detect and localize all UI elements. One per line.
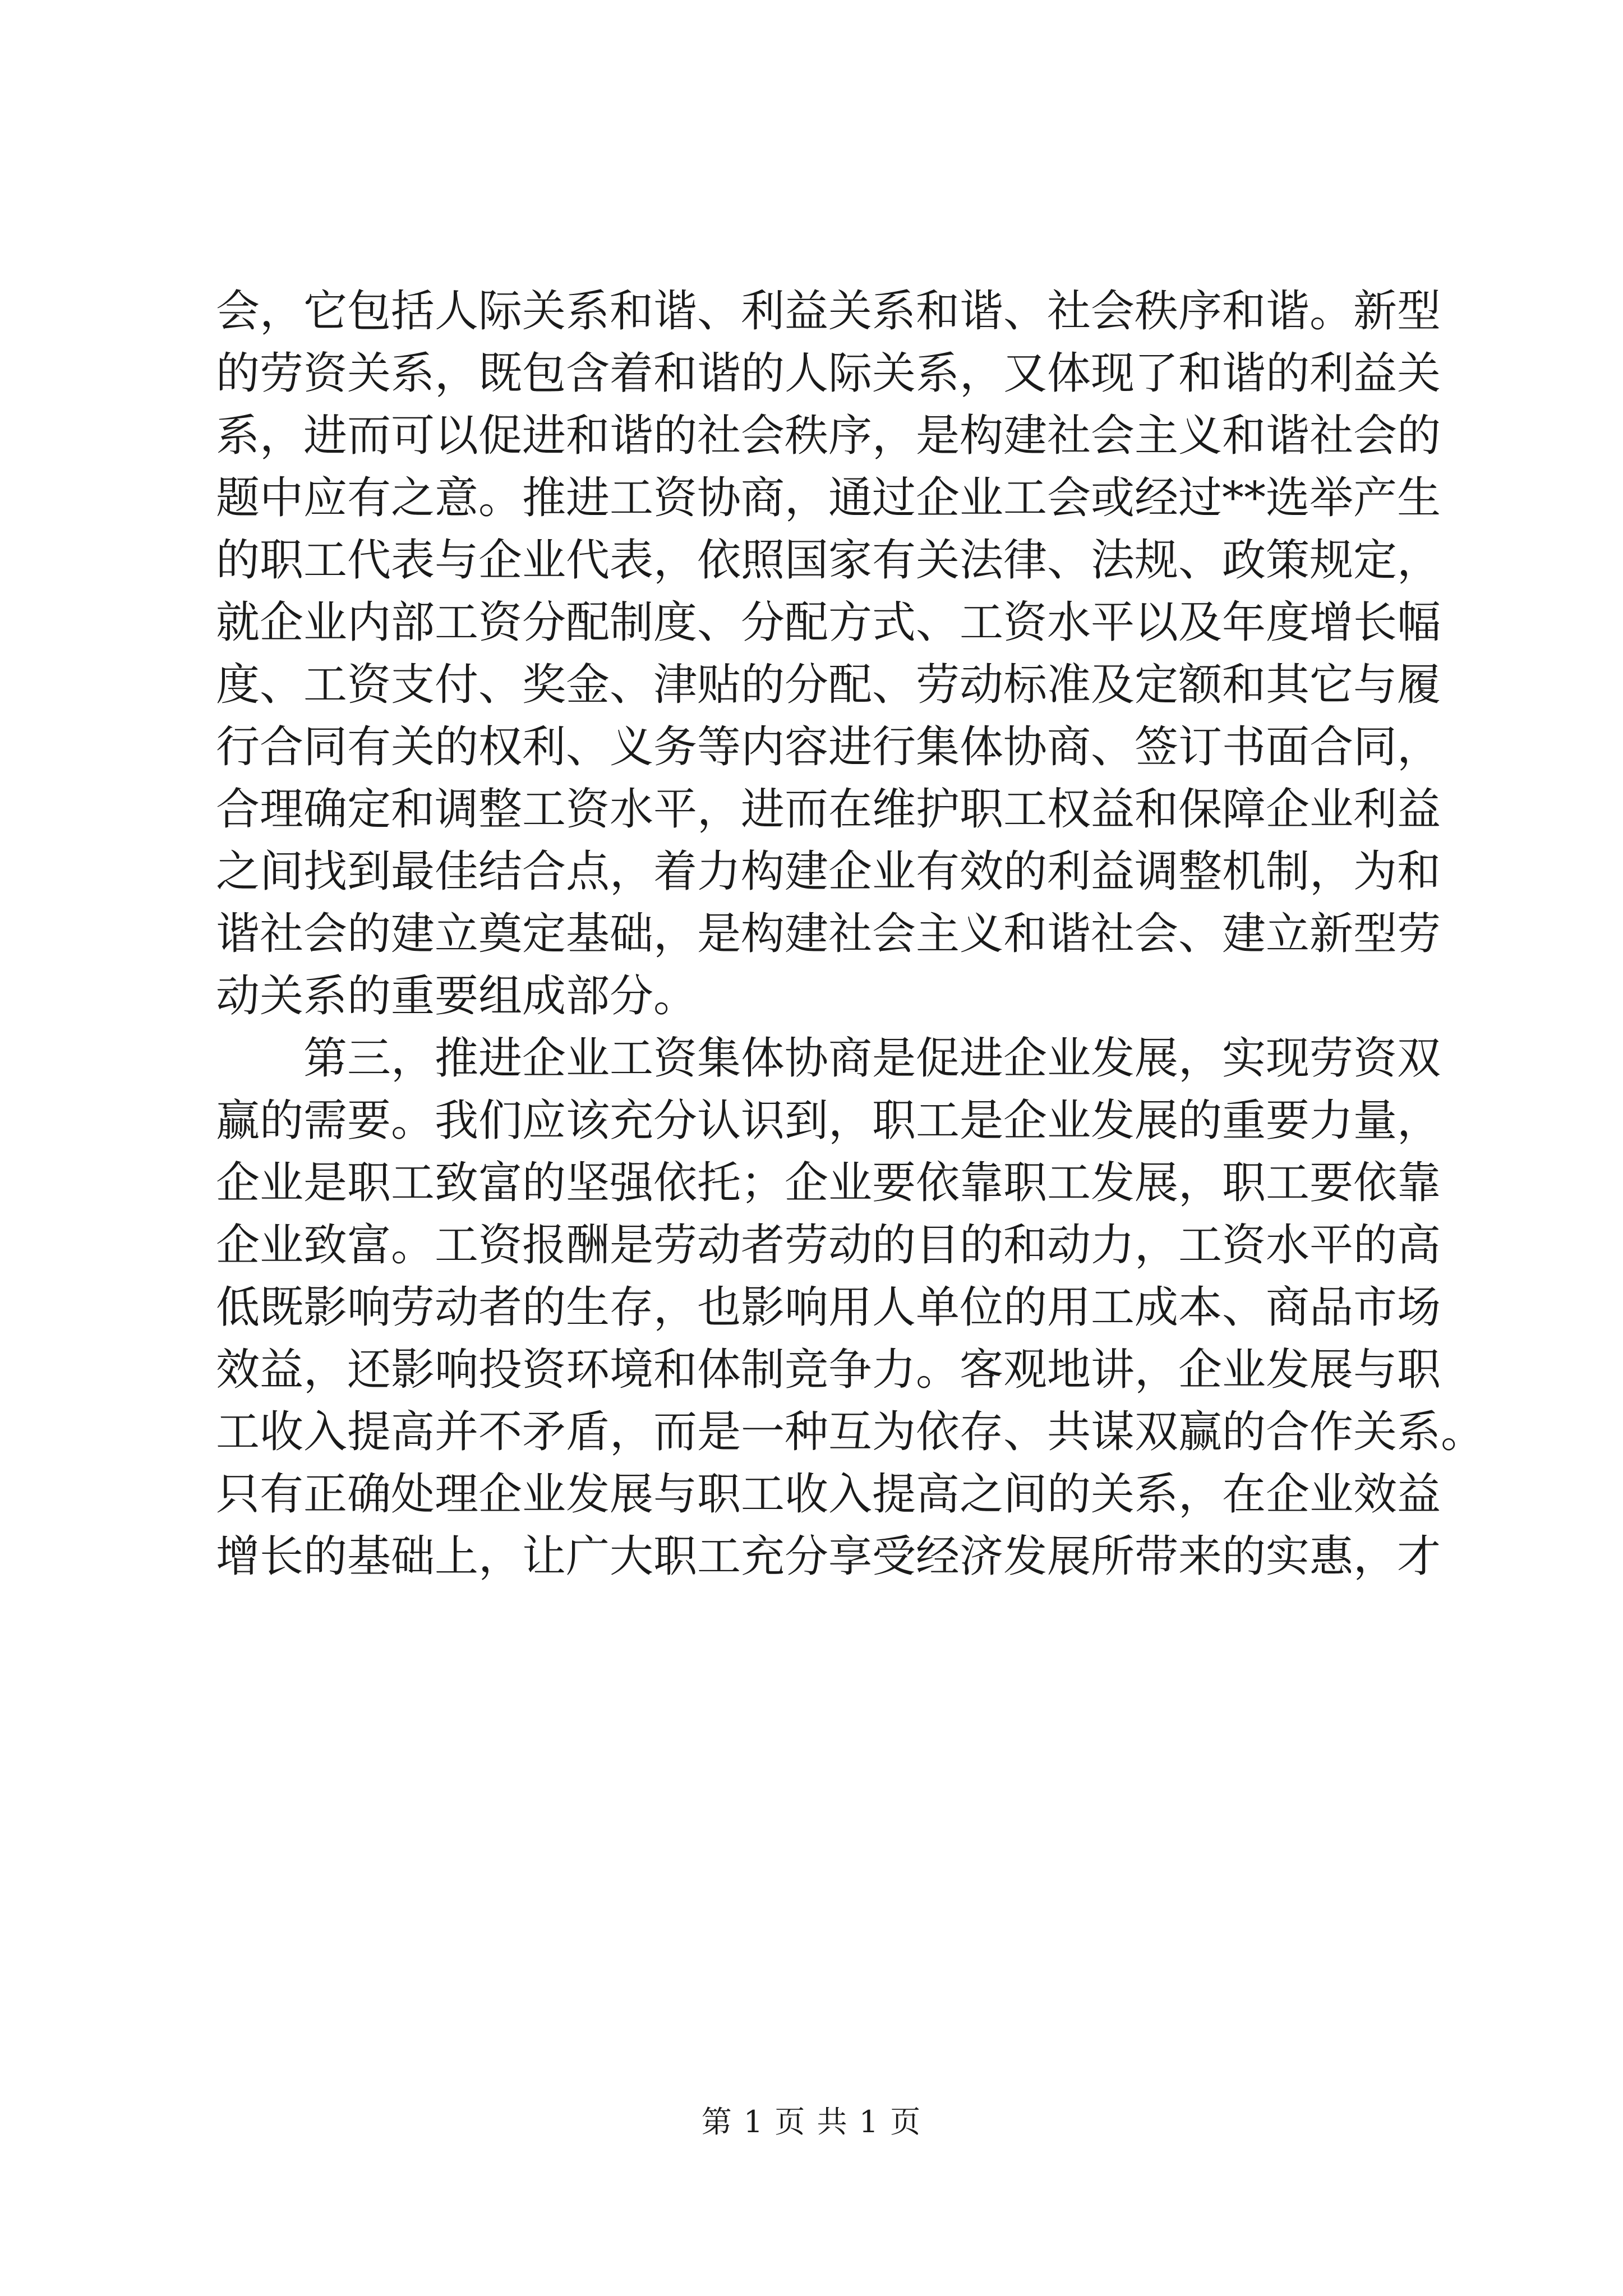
paragraph-2 xyxy=(216,1028,1485,1588)
text-line: 低既影响劳动者的生存，也影响用人单位的用工成本、商品市场 xyxy=(216,1282,1441,1333)
text-line: 第三，推进企业工资集体协商是促进企业发展，实现劳资双 xyxy=(303,1033,1441,1084)
page-number-footer: 第 1 页 共 1 页 xyxy=(701,2104,922,2139)
text-line: 增长的基础上，让广大职工充分享受经济发展所带来的实惠，才 xyxy=(216,1531,1441,1582)
text-line: 会，它包括人际关系和谐、利益关系和谐、社会秩序和谐。新型 xyxy=(216,286,1441,337)
text-line: 谐社会的建立奠定基础，是构建社会主义和谐社会、建立新型劳 xyxy=(216,909,1441,959)
text-line: 工收入提高并不矛盾，而是一种互为依存、共谋双赢的合作关系。 xyxy=(216,1407,1485,1457)
text-line: 就企业内部工资分配制度、分配方式、工资水平以及年度增长幅 xyxy=(216,597,1441,648)
text-line: 赢的需要。我们应该充分认识到，职工是企业发展的重要力量， xyxy=(216,1096,1441,1146)
text-line: 企业致富。工资报酬是劳动者劳动的目的和动力，工资水平的高 xyxy=(216,1220,1441,1271)
text-line: 企业是职工致富的坚强依托；企业要依靠职工发展，职工要依靠 xyxy=(216,1158,1441,1208)
text-line: 动关系的重要组成部分。 xyxy=(216,971,698,1022)
text-line: 系，进而可以促进和谐的社会秩序，是构建社会主义和谐社会的 xyxy=(216,411,1441,461)
text-line: 的职工代表与企业代表，依照国家有关法律、法规、政策规定， xyxy=(216,535,1441,586)
text-line: 的劳资关系，既包含着和谐的人际关系，又体现了和谐的利益关 xyxy=(216,348,1441,399)
text-line: 效益，还影响投资环境和体制竞争力。客观地讲，企业发展与职 xyxy=(216,1345,1441,1395)
text-line: 行合同有关的权利、义务等内容进行集体协商、签订书面合同， xyxy=(216,722,1441,772)
document-body xyxy=(216,280,1485,1588)
text-line: 题中应有之意。推进工资协商，通过企业工会或经过**选举产生 xyxy=(216,473,1441,523)
text-line: 只有正确处理企业发展与职工收入提高之间的关系，在企业效益 xyxy=(216,1469,1441,1520)
text-line: 之间找到最佳结合点，着力构建企业有效的利益调整机制，为和 xyxy=(216,846,1441,897)
paragraph-1 xyxy=(216,280,1441,1028)
text-line: 度、工资支付、奖金、津贴的分配、劳动标准及定额和其它与履 xyxy=(216,660,1441,710)
text-line: 合理确定和调整工资水平，进而在维护职工权益和保障企业利益 xyxy=(216,784,1441,835)
